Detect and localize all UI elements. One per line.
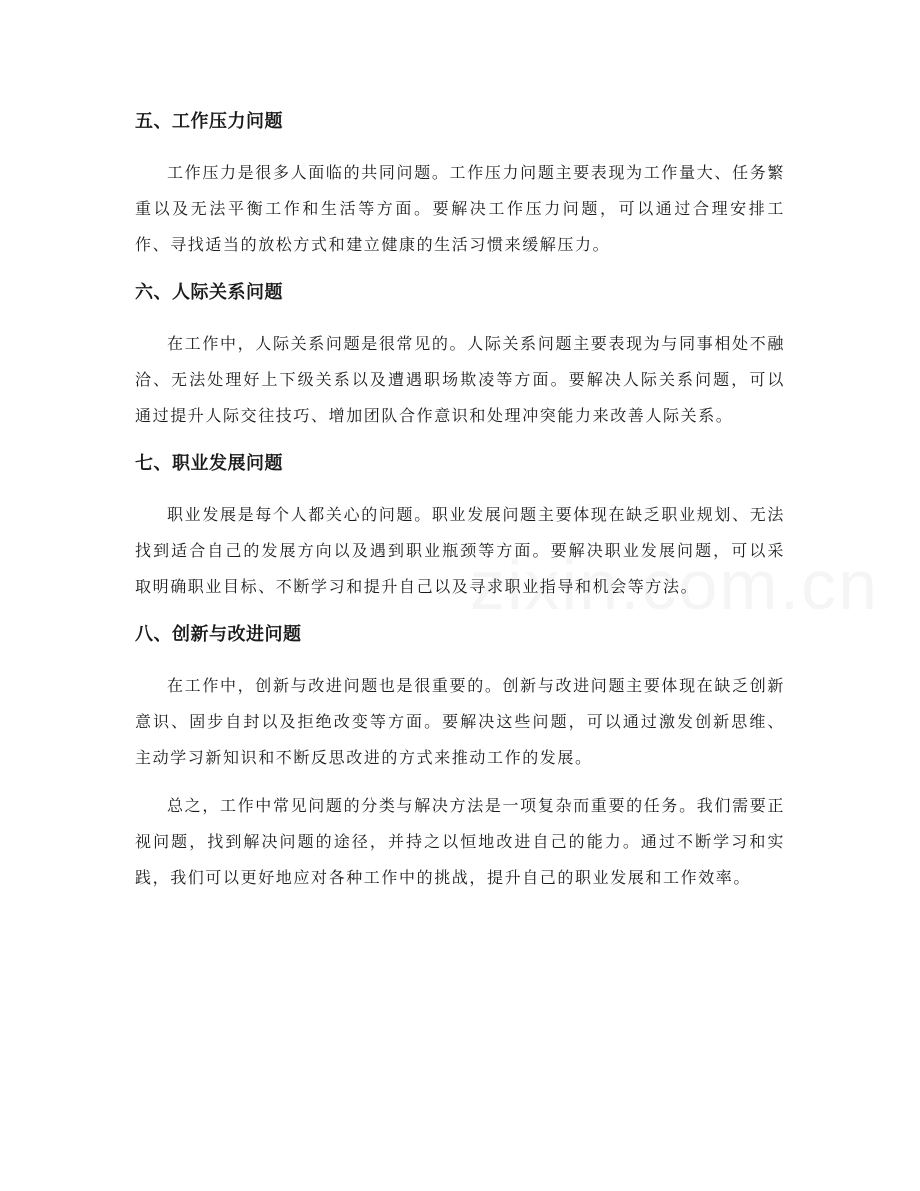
conclusion-paragraph: 总之，工作中常见问题的分类与解决方法是一项复杂而重要的任务。我们需要正视问题，找到解决问题的途径，并持之以恒地改进自己的能力。通过不断学习和实践，我们可以更好地应对各种工作中的挑战，提升自己的职业发展和工作效率。 <box>135 796 785 887</box>
section-paragraph: 工作压力是很多人面临的共同问题。工作压力问题主要表现为工作量大、任务繁重以及无法平衡工作和生活等方面。要解决工作压力问题，可以通过合理安排工作、寻找适当的放松方式和建立健康的生活习惯来缓解压力。 <box>135 163 785 254</box>
section-paragraph: 在工作中，人际关系问题是很常见的。人际关系问题主要表现为与同事相处不融洽、无法处理好上下级关系以及遭遇职场欺凌等方面。要解决人际关系问题，可以通过提升人际交往技巧、增加团队合作意识和处理冲突能力来改善人际关系。 <box>135 334 785 425</box>
section-interpersonal <box>135 275 785 434</box>
section-heading: 五、工作压力问题 <box>135 111 283 132</box>
section-paragraph: 职业发展是每个人都关心的问题。职业发展问题主要体现在缺乏职业规划、无法找到适合自己的发展方向以及遇到职业瓶颈等方面。要解决职业发展问题，可以采取明确职业目标、不断学习和提升自己以及寻求职业指导和机会等方法。 <box>135 505 785 596</box>
section-heading: 七、职业发展问题 <box>135 453 283 474</box>
section-heading: 八、创新与改进问题 <box>135 624 302 645</box>
section-heading: 六、人际关系问题 <box>135 282 283 303</box>
section-paragraph: 在工作中，创新与改进问题也是很重要的。创新与改进问题主要体现在缺乏创新意识、固步自封以及拒绝改变等方面。要解决这些问题，可以通过激发创新思维、主动学习新知识和不断反思改进的方式来推动工作的发展。 <box>135 676 785 767</box>
section-work-pressure <box>135 104 785 263</box>
section-career-development <box>135 446 785 605</box>
section-innovation <box>135 617 785 776</box>
document-body <box>135 104 785 908</box>
